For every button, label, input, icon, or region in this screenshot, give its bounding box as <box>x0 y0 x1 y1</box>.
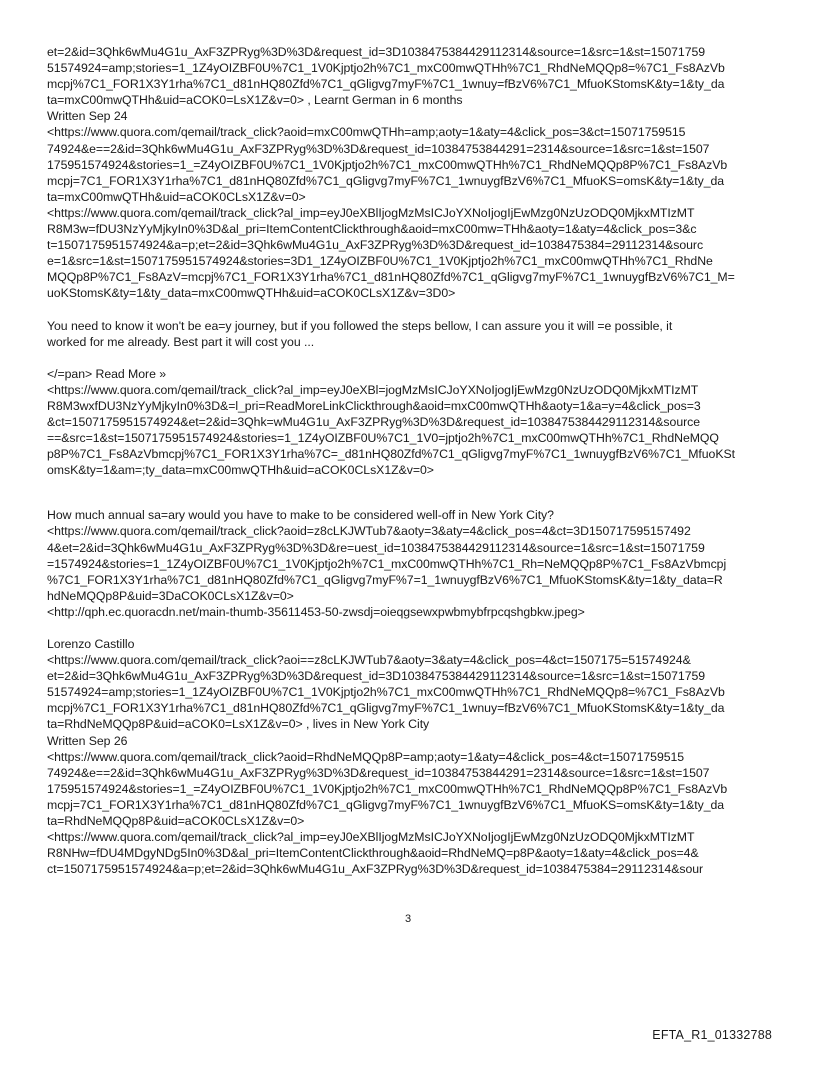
text-line: =1574924&stories=1_1Z4yOIZBF0U%7C1_1V0Kjptjo2h%7C1_mxC00mwQTHh%7C1_Rh=NeMQQp8P%7C1_Fs8AzVbmcpj <box>47 556 727 571</box>
text-line: ta=RhdNeMQQp8P&uid=aCOK0=LsX1Z&v=0> , lives in New York City <box>47 717 430 732</box>
answer-excerpt <box>47 318 771 350</box>
text-line: uoKStomsK&ty=1&ty_data=mxC00mwQTHh&uid=aCOK0CLsX1Z&v=3D0> <box>47 286 456 301</box>
text-line: <https://www.quora.com/qemail/track_click?al_imp=eyJ0eXBlIjogMzMsICJoYXNoIjogIjEwMzg0NzUzODQ0MjkxMTIzMT <box>47 205 695 220</box>
text-line: et=2&id=3Qhk6wMu4G1u_AxF3ZPRyg%3D%3D&request_id=3D1038475384429112314&source=1&src=1&st=15071759 <box>47 669 706 684</box>
text-line: R8M3wxfDU3NzYyMjkyIn0%3D&=l_pri=ReadMoreLinkClickthrough&aoid=mxC00mwQTHh&aoty=1&a=y=4&click_pos=3 <box>47 398 701 413</box>
text-line: 175951574924&stories=1_=Z4yOIZBF0U%7C1_1V0Kjptjo2h%7C1_mxC00mwQTHh%7C1_RhdNeMQQp8P%7C1_Fs8AzVb <box>47 781 728 796</box>
text-line: mcpj=7C1_FOR1X3Y1rha%7C1_d81nHQ80Zfd%7C1_qGligvg7myF%7C1_1wnuygfBzV6%7C1_MfuoKS=omsK&ty=1&ty_da <box>47 173 725 188</box>
text-line: %7C1_FOR1X3Y1rha%7C1_d81nHQ80Zfd%7C1_qGligvg7myF%7=1_1wnuygfBzV6%7C1_MfuoKStomsK&ty=1&ty_data=R <box>47 572 723 587</box>
written-date: Written Sep 26 <box>47 733 128 748</box>
text-line: mcpj=7C1_FOR1X3Y1rha%7C1_d81nHQ80Zfd%7C1_qGligvg7myF%7C1_1wnuygfBzV6%7C1_MfuoKS=omsK&ty=1&ty_da <box>47 797 725 812</box>
text-line: e=1&src=1&st=1507175951574924&stories=3D1_1Z4yOIZBF0U%7C1_1V0Kjptjo2h%7C1_mxC00mwQTHh%7C1_RhdNe <box>47 254 713 269</box>
text-line: 51574924=amp;stories=1_1Z4yOIZBF0U%7C1_1V0Kjptjo2h%7C1_mxC00mwQTHh%7C1_RhdNeMQQp8=%7C1_Fs8AzVb <box>47 685 725 700</box>
question-title: How much annual sa=ary would you have to make to be considered well-off in New York City? <box>47 508 554 523</box>
text-line: ==&src=1&st=1507175951574924&stories=1_1Z4yOIZBF0U%7C1_1V0=jptjo2h%7C1_mxC00mwQTHh%7C1_RhdNeMQQ <box>47 431 719 446</box>
text-line: t=1507175951574924&a=p;et=2&id=3Qhk6wMu4G1u_AxF3ZPRyg%3D%3D&request_id=1038475384=29112314&sourc <box>47 238 704 253</box>
text-line: ta=RhdNeMQQp8P&uid=aCOK0CLsX1Z&v=0> <box>47 814 305 829</box>
written-date: Written Sep 24 <box>47 109 128 124</box>
text-line: mcpj%7C1_FOR1X3Y1rha%7C1_d81nHQ80Zfd%7C1_qGligvg7myF%7C1_1wnuy=fBzV6%7C1_MfuoKStomsK&ty=1&ty_da <box>47 701 725 716</box>
text-line: <https://www.quora.com/qemail/track_click?aoi==z8cLKJWTub7&aoty=3&aty=4&click_pos=4&ct=1507175=51574924& <box>47 653 691 668</box>
text-line: <https://www.quora.com/qemail/track_click?al_imp=eyJ0eXBl=jogMzMsICJoYXNoIjogIjEwMzg0NzUzODQ0MjkxMTIzMT <box>47 382 699 397</box>
text-line: 51574924=amp;stories=1_1Z4yOIZBF0U%7C1_1V0Kjptjo2h%7C1_mxC00mwQTHh%7C1_RhdNeMQQp8=%7C1_Fs8AzVb <box>47 61 725 76</box>
text-line: p8P%7C1_Fs8AzVbmcpj%7C1_FOR1X3Y1rha%7C=_d81nHQ80Zfd%7C1_qGligvg7myF%7C1_1wnuygfBzV6%7C1_MfuoKSt <box>47 447 735 462</box>
text-line: ta=mxC00mwQTHh&uid=aCOK0=LsX1Z&v=0> , Learnt German in 6 months <box>47 93 463 108</box>
page-number: 3 <box>404 913 412 925</box>
author-block <box>47 636 771 877</box>
text-line: <https://www.quora.com/qemail/track_click?aoid=z8cLKJWTub7&aoty=3&aty=4&click_pos=4&ct=3D150717595157492 <box>47 524 691 539</box>
text-line: <https://www.quora.com/qemail/track_click?aoid=RhdNeMQQp8P=amp;aoty=1&aty=4&click_pos=4&ct=15071759515 <box>47 749 685 764</box>
read-more-link: </=pan> Read More » <box>47 366 167 381</box>
text-line: You need to know it won't be ea=y journey, but if you followed the steps bellow, I can assure you it will =e possible, it <box>47 318 673 333</box>
text-line: ct=1507175951574924&a=p;et=2&id=3Qhk6wMu4G1u_AxF3ZPRyg%3D%3D&request_id=1038475384=29112314&sour <box>47 862 704 877</box>
document-body <box>47 44 771 877</box>
text-line: 74924&e==2&id=3Qhk6wMu4G1u_AxF3ZPRyg%3D%3D&request_id=10384753844291=2314&source=1&src=1&st=1507 <box>47 765 710 780</box>
email-block-1 <box>47 44 771 302</box>
text-line: R8NHw=fDU4MDgyNDg5In0%3D&al_pri=ItemContentClickthrough&aoid=RhdNeMQ=p8P&aoty=1&aty=4&click_pos=4& <box>47 846 699 861</box>
author-name: Lorenzo Castillo <box>47 637 135 651</box>
text-line: <https://www.quora.com/qemail/track_click?al_imp=eyJ0eXBlIjogMzMsICJoYXNoIjogIjEwMzg0NzUzODQ0MjkxMTIzMT <box>47 830 695 845</box>
document-id: EFTA_R1_01332788 <box>652 1028 772 1042</box>
text-line: hdNeMQQp8P&uid=3DaCOK0CLsX1Z&v=0> <box>47 588 294 603</box>
text-line: et=2&id=3Qhk6wMu4G1u_AxF3ZPRyg%3D%3D&request_id=3D1038475384429112314&source=1&src=1&st=15071759 <box>47 45 706 59</box>
text-line: R8M3w=fDU3NzYyMjkyIn0%3D&al_pri=ItemContentClickthrough&aoid=mxC00mw=THh&aoty=1&aty=4&click_pos=3&c <box>47 222 697 237</box>
text-line: 4&et=2&id=3Qhk6wMu4G1u_AxF3ZPRyg%3D%3D&re=uest_id=1038475384429112314&source=1&src=1&st=15071759 <box>47 540 705 555</box>
text-line: worked for me already. Best part it will cost you ... <box>47 334 315 349</box>
text-line: 74924&e==2&id=3Qhk6wMu4G1u_AxF3ZPRyg%3D%3D&request_id=10384753844291=2314&source=1&src=1&st=1507 <box>47 141 710 156</box>
text-line: &ct=1507175951574924&et=2&id=3Qhk=wMu4G1u_AxF3ZPRyg%3D%3D&request_id=1038475384429112314&source <box>47 414 701 429</box>
read-more-block <box>47 366 771 479</box>
text-line: mcpj%7C1_FOR1X3Y1rha%7C1_d81nHQ80Zfd%7C1_qGligvg7myF%7C1_1wnuy=fBzV6%7C1_MfuoKStomsK&ty=1&ty_da <box>47 77 725 92</box>
text-line: MQQp8P%7C1_Fs8AzV=mcpj%7C1_FOR1X3Y1rha%7C1_d81nHQ80Zfd%7C1_qGligvg7myF%7C1_1wnuygfBzV6%7C1_M= <box>47 270 735 285</box>
text-line: ta=mxC00mwQTHh&uid=aCOK0CLsX1Z&v=0> <box>47 189 306 204</box>
text-line: 175951574924&stories=1_=Z4yOIZBF0U%7C1_1V0Kjptjo2h%7C1_mxC00mwQTHh%7C1_RhdNeMQQp8P%7C1_Fs8AzVb <box>47 157 728 172</box>
question-block <box>47 507 771 620</box>
text-line: omsK&ty=1&am=;ty_data=mxC00mwQTHh&uid=aCOK0CLsX1Z&v=0> <box>47 463 434 478</box>
thumbnail-url: <http://qph.ec.quoracdn.net/main-thumb-35611453-50-zwsdj=oieqgsewxpwbmybfrpcqshgbkw.jpeg> <box>47 604 585 619</box>
text-line: <https://www.quora.com/qemail/track_click?aoid=mxC00mwQTHh=amp;aoty=1&aty=4&click_pos=3&ct=15071759515 <box>47 125 686 140</box>
